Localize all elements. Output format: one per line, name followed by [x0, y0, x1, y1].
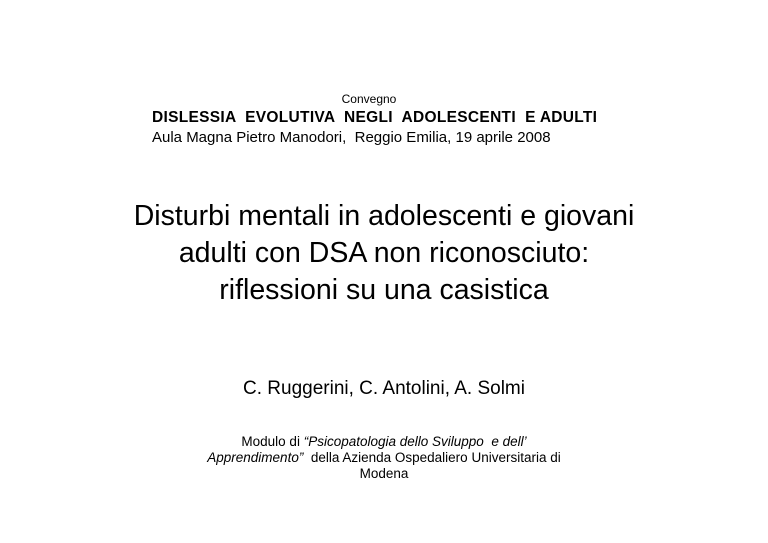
title-line-1: Disturbi mentali in adolescenti e giovani — [133, 200, 635, 232]
title-line-2: adulti con DSA non riconosciuto: — [178, 237, 590, 269]
affiliation-suffix: della Azienda Ospedaliero Universitaria di — [303, 450, 561, 465]
affiliation-city: Modena — [359, 466, 409, 481]
affiliation-module-name-2: Apprendimento” — [207, 450, 304, 465]
affiliation-line-2 — [0, 450, 768, 466]
authors: C. Ruggerini, C. Antolini, A. Solmi — [243, 378, 525, 399]
conference-label: Convegno — [341, 92, 397, 106]
title-line-3: riflessioni su una casistica — [219, 274, 549, 306]
affiliation — [0, 434, 768, 482]
affiliation-prefix: Modulo di — [241, 434, 304, 449]
affiliation-line-1 — [0, 434, 768, 450]
conference-venue: Aula Magna Pietro Manodori, Reggio Emilia, 19 aprile 2008 — [152, 129, 551, 146]
affiliation-module-name-1: “Psicopatologia dello Sviluppo e dell’ — [303, 434, 527, 449]
conference-title: DISLESSIA EVOLUTIVA NEGLI ADOLESCENTI E ADULTI — [152, 109, 598, 126]
presentation-title — [0, 198, 768, 309]
